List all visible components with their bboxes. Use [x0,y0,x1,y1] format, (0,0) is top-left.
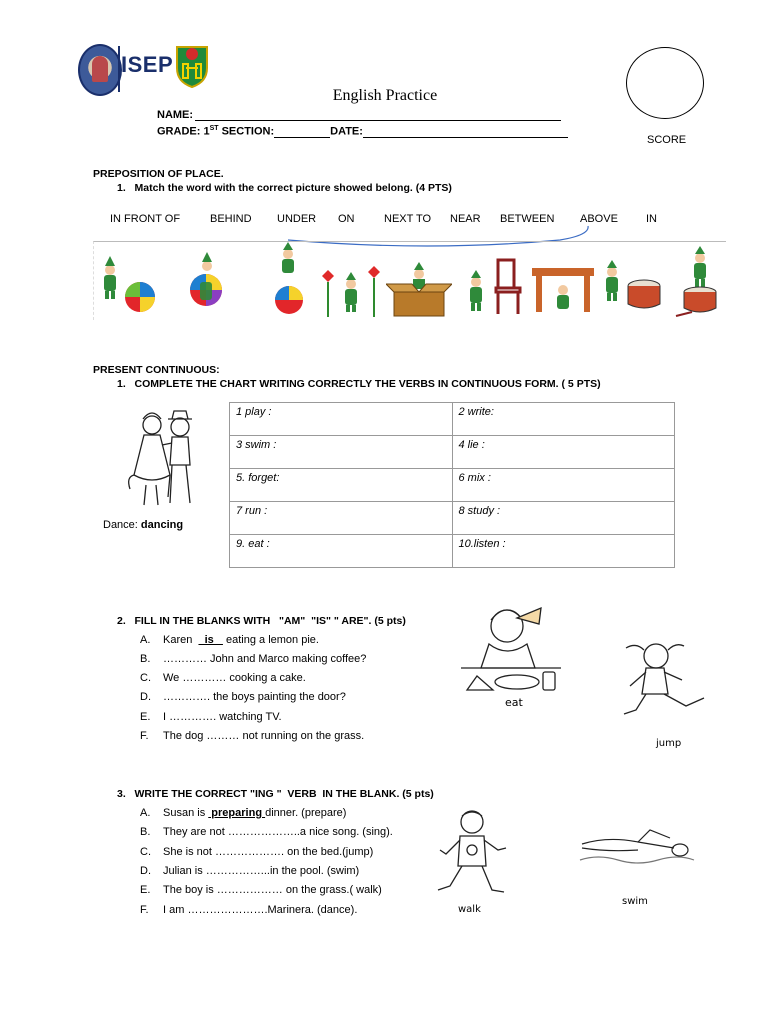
picture-elf-on-drum[interactable] [674,242,726,320]
picture-elf-above-ball[interactable] [270,242,320,320]
list-item[interactable] [140,730,364,742]
item-letter: A. [140,634,151,646]
example-prefix: Dance: [103,519,141,531]
item-text: Julian is ……………...in the pool. (swim) [163,865,360,877]
verbs-chart [229,402,675,568]
item-answer: preparing [208,807,266,819]
verb-cell-write[interactable]: 2 write: [452,403,675,436]
picture-elf-behind-ball[interactable] [176,242,238,320]
list-item[interactable] [140,634,319,646]
picture-elf-in-box[interactable] [386,242,452,320]
instruction-chart: 1. COMPLETE THE CHART WRITING CORRECTLY THE VERBS IN CONTINUOUS FORM. ( 5 PTS) [117,378,601,390]
list-item[interactable] [140,904,357,916]
page-title: English Practice [332,87,438,104]
word-in-front-of: IN FRONT OF [110,213,181,225]
table-row [230,535,675,568]
preposition-pictures-strip[interactable] [93,241,726,320]
example-answer: dancing [140,519,184,531]
grade-sup: ST [209,125,219,132]
item-letter: B. [140,826,151,838]
list-item[interactable] [140,711,282,723]
list-item[interactable] [140,884,382,896]
eat-picture [455,598,563,710]
list-item[interactable] [140,672,306,684]
word-on: ON [338,213,355,225]
word-next-to: NEXT TO [384,213,432,225]
verb-cell-study[interactable]: 8 study : [452,502,675,535]
item-text: ………… John and Marco making coffee? [163,653,367,665]
item-text: The dog ……… not running on the grass. [163,730,365,742]
match-line-example [0,0,768,260]
section-label: SECTION: [221,125,275,138]
word-behind: BEHIND [210,213,252,225]
word-in: IN [646,213,657,225]
jump-picture [616,636,716,752]
pic-label-swim: swim [622,896,648,907]
score-label: SCORE [647,134,687,146]
item-text: Karen [163,634,199,646]
verb-cell-swim[interactable]: 3 swim : [230,436,453,469]
item-text: The boy is ……………… on the grass.( walk) [163,884,382,896]
picture-elf-near-drum[interactable] [598,242,664,320]
dancing-children-picture [124,405,206,511]
name-label: NAME: [157,109,194,121]
table-row [230,403,675,436]
picture-elf-under-table[interactable] [530,242,596,320]
item-letter: D. [140,691,151,703]
word-above: ABOVE [580,213,618,225]
picture-elf-next-to-chair[interactable] [462,242,528,320]
list-item[interactable] [140,846,373,858]
item-letter: B. [140,653,151,665]
table-row [230,502,675,535]
pic-label-walk: walk [458,904,481,915]
item-letter: C. [140,846,151,858]
grade-label: GRADE: 1 [157,125,210,138]
verb-cell-mix[interactable]: 6 mix : [452,469,675,502]
table-row [230,469,675,502]
item-text: We ………… cooking a cake. [163,672,306,684]
item-text: They are not ………………..a nice song. (sing). [163,826,393,838]
list-item[interactable] [140,653,366,665]
walk-picture [432,806,516,918]
picture-elf-between-flowers[interactable] [318,242,384,320]
picture-elf-in-front-of-ball[interactable] [98,242,160,320]
item-text: I am ………………….Marinera. (dance). [163,904,358,916]
example-dancing [103,519,183,531]
list-item[interactable] [140,826,393,838]
item-letter: C. [140,672,151,684]
list-item[interactable] [140,807,346,819]
verb-cell-play[interactable]: 1 play : [230,403,453,436]
item-text: Susan is [163,807,209,819]
item-letter: F. [140,730,149,742]
verb-cell-eat[interactable]: 9. eat : [230,535,453,568]
item-text: …………. the boys painting the door? [163,691,346,703]
item-letter: D. [140,865,151,877]
item-letter: F. [140,904,149,916]
section-heading-fill-blanks: 2. FILL IN THE BLANKS WITH "AM" "IS" " ARE". (5 pts) [117,615,406,627]
section-heading-present-continuous: PRESENT CONTINUOUS: [93,364,220,376]
date-label: DATE: [330,125,363,138]
table-row [230,436,675,469]
section-heading-prepositions: PREPOSITION OF PLACE. [93,168,224,180]
instruction-prepositions: 1. Match the word with the correct picture showed belong. (4 PTS) [117,182,452,194]
item-letter: E. [140,884,151,896]
word-under: UNDER [277,213,317,225]
word-near: NEAR [450,213,481,225]
word-between: BETWEEN [500,213,555,225]
item-letter: E. [140,711,151,723]
verb-cell-run[interactable]: 7 run : [230,502,453,535]
item-text-after: dinner. (prepare) [265,807,347,819]
swim-picture [578,800,696,912]
verb-cell-forget[interactable]: 5. forget: [230,469,453,502]
item-answer: is [198,634,223,646]
section-heading-ing-verbs: 3. WRITE THE CORRECT "ING " VERB IN THE BLANK. (5 pts) [117,788,434,800]
item-text: I …………. watching TV. [163,711,282,723]
school-name: ISEP [121,52,174,77]
list-item[interactable] [140,865,359,877]
verb-cell-lie[interactable]: 4 lie : [452,436,675,469]
list-item[interactable] [140,691,346,703]
item-text: She is not ………………. on the bed.(jump) [163,846,374,858]
verb-cell-listen[interactable]: 10.listen : [452,535,675,568]
pic-label-jump: jump [656,738,682,749]
item-text-after: eating a lemon pie. [222,634,319,646]
item-letter: A. [140,807,151,819]
pic-label-eat: eat [505,696,523,709]
